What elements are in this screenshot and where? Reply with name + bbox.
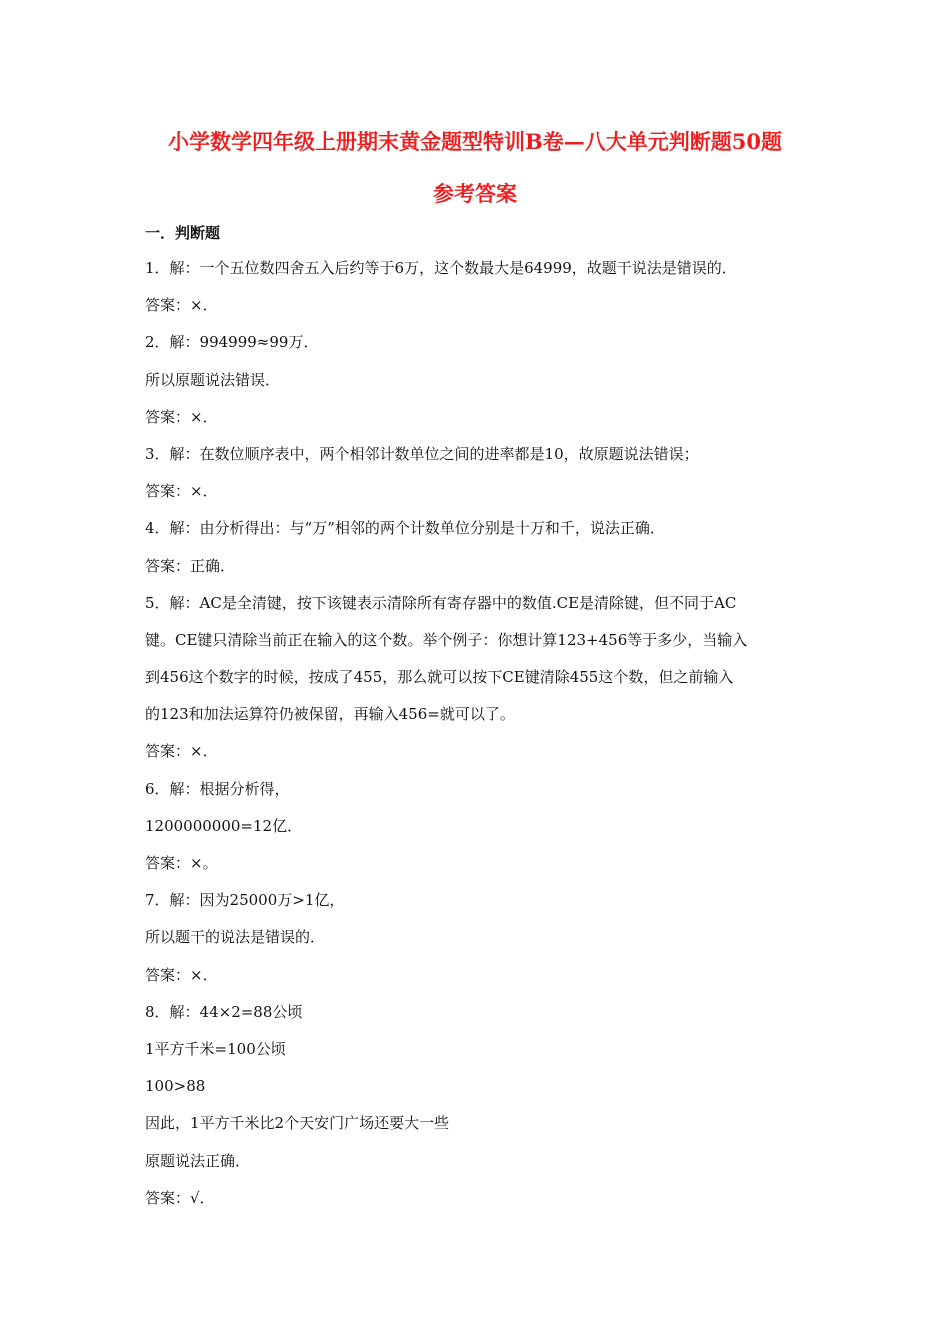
answer-line: 1200000000=12亿． bbox=[145, 816, 303, 835]
document-subtitle: 参考答案 bbox=[433, 181, 517, 206]
answer-line: 4．解：由分析得出：与“万”相邻的两个计数单位分别是十万和千，说法正确． bbox=[145, 519, 665, 538]
answer-line: 100>88 bbox=[145, 1077, 206, 1096]
answer-line: 1．解：一个五位数四舍五入后约等于6万，这个数最大是64999，故题干说法是错误的． bbox=[145, 259, 737, 277]
answer-line: 答案：×． bbox=[145, 407, 218, 426]
answer-line: 答案：正确． bbox=[145, 556, 236, 575]
answer-line: 7．解：因为25000万>1亿， bbox=[145, 891, 345, 910]
answer-line: 答案：×． bbox=[145, 965, 218, 984]
answer-line: 1平方千米=100公顷 bbox=[145, 1039, 286, 1058]
section-heading: 一．判断题 bbox=[145, 224, 221, 242]
answer-line: 答案：×． bbox=[145, 296, 218, 315]
answer-line: 键。CE键只清除当前正在输入的这个数。举个例子：你想计算123+456等于多少，当输入 bbox=[145, 630, 748, 649]
answer-line: 因此，1平方千米比2个天安门广场还要大一些 bbox=[145, 1114, 450, 1133]
answer-line: 到456这个数字的时候，按成了455，那么就可以按下CE键清除455这个数，但之前输入 bbox=[145, 668, 734, 687]
answer-line: 答案：×。 bbox=[145, 854, 218, 872]
answer-line: 6．解：根据分析得， bbox=[145, 779, 290, 798]
answer-line: 的123和加法运算符仍被保留，再输入456=就可以了。 bbox=[145, 705, 515, 724]
answer-line: 3．解：在数位顺序表中，两个相邻计数单位之间的进率都是10，故原题说法错误； bbox=[145, 444, 699, 463]
answer-list bbox=[145, 256, 810, 1223]
document-title: 小学数学四年级上册期末黄金题型特训B卷—八大单元判断题50题 bbox=[168, 129, 782, 154]
answer-line: 8．解：44×2=88公顷 bbox=[145, 1002, 303, 1021]
answer-line: 原题说法正确． bbox=[145, 1151, 251, 1170]
answer-line: 5．解：AC是全清键，按下该键表示清除所有寄存器中的数值.CE是清除键，但不同于AC bbox=[145, 593, 737, 612]
answer-line: 所以题干的说法是错误的． bbox=[145, 928, 326, 947]
answer-line: 答案：×． bbox=[145, 482, 218, 501]
answer-line: 答案：×． bbox=[145, 742, 218, 761]
answer-line: 答案：√． bbox=[145, 1188, 215, 1207]
answer-line: 所以原题说法错误． bbox=[145, 370, 281, 389]
answer-line: 2．解：994999≈99万． bbox=[145, 333, 319, 352]
